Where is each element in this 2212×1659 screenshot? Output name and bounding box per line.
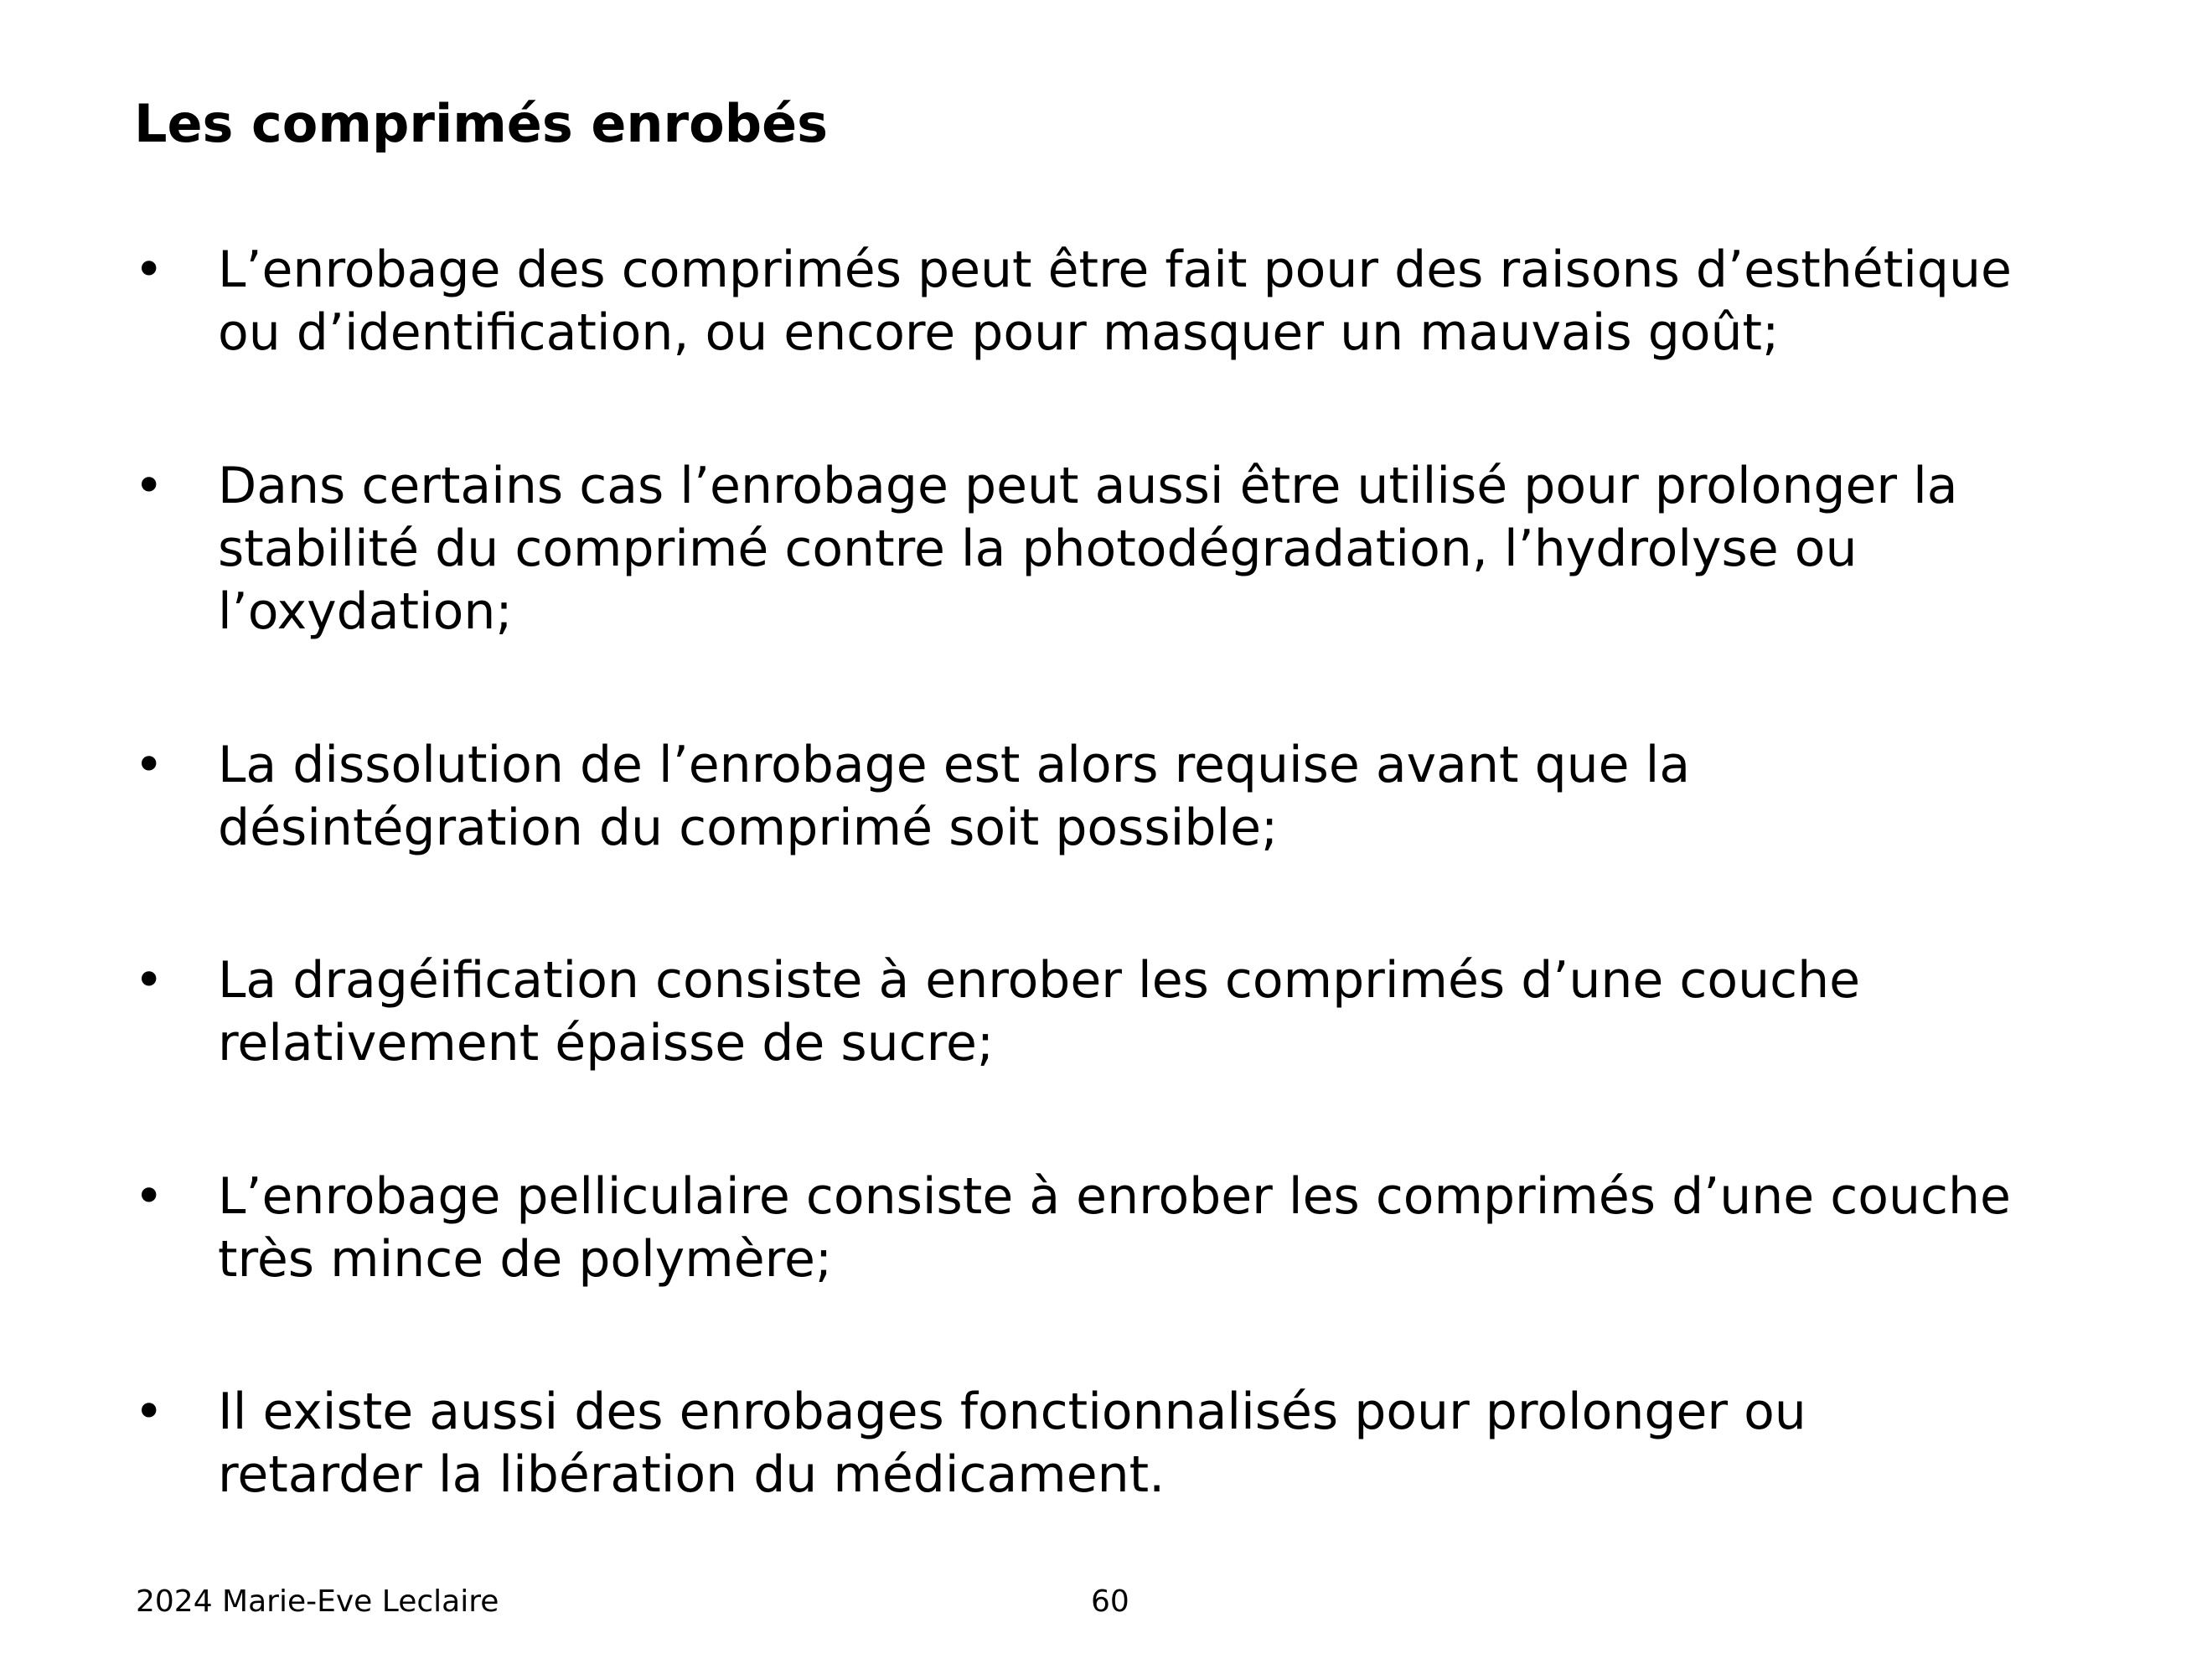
bullet-text: Il existe aussi des enrobages fonctionnalisés pour prolonger ou retarder la libération du médicament. <box>218 1382 1806 1504</box>
bullet-icon: • <box>134 951 164 1010</box>
slide-title: Les comprimés enrobés <box>134 93 829 154</box>
bullet-text: La dragéification consiste à enrober les comprimés d’une couche relativement épaisse de sucre; <box>218 951 1861 1072</box>
bullet-text: Dans certains cas l’enrobage peut aussi être utilisé pour prolonger la stabilité du comprimé contre la photodégradation, l’hydrolyse ou l’oxydation; <box>218 457 1958 641</box>
bullet-text: L’enrobage des comprimés peut être fait pour des raisons d’esthétique ou d’identification, ou encore pour masquer un mauvais goût; <box>218 240 2012 362</box>
bullet-icon: • <box>134 457 164 515</box>
page-number: 60 <box>1091 1584 1129 1619</box>
bullet-icon: • <box>134 240 164 299</box>
bullet-icon: • <box>134 736 164 794</box>
bullet-text: La dissolution de l’enrobage est alors requise avant que la désintégration du comprimé soit possible; <box>218 736 1691 857</box>
footer-author: 2024 Marie-Eve Leclaire <box>136 1584 499 1619</box>
bullet-icon: • <box>134 1382 164 1441</box>
bullet-text: L’enrobage pelliculaire consiste à enrober les comprimés d’une couche très mince de polymère; <box>218 1167 2011 1289</box>
bullet-icon: • <box>134 1167 164 1226</box>
